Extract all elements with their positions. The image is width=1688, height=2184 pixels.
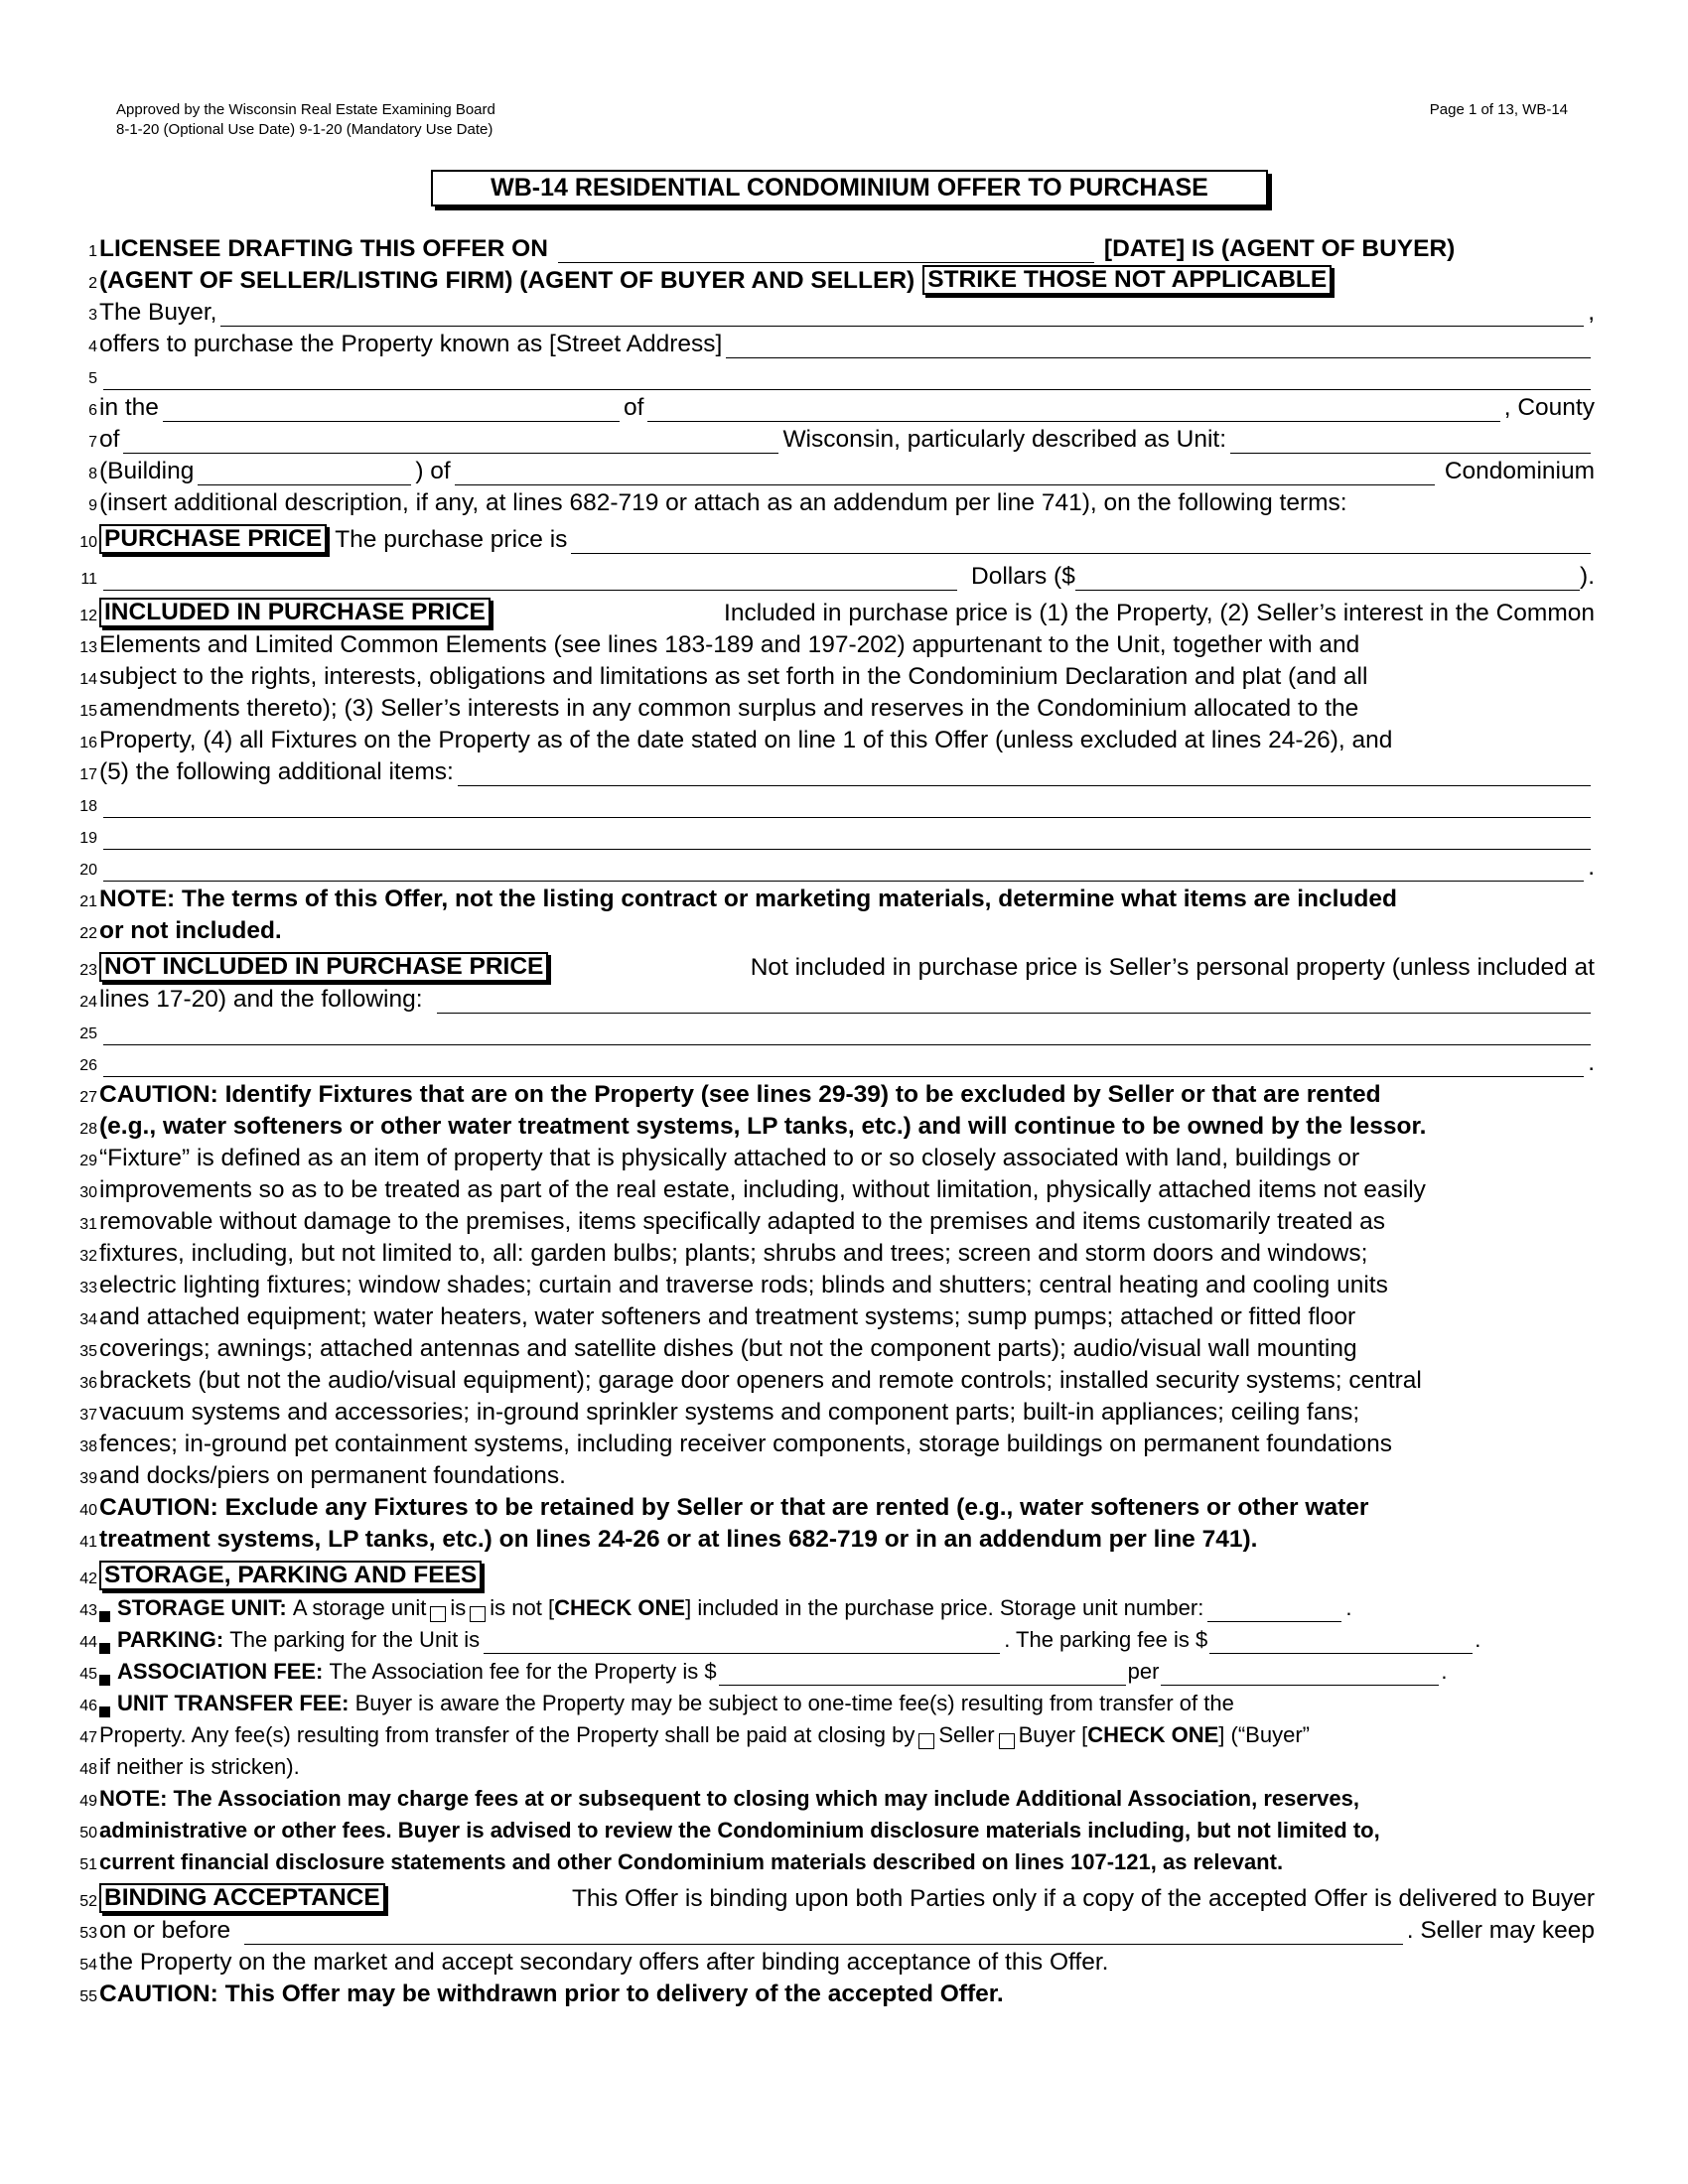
fixture-definition: removable without damage to the premises, items specifically adapted to the premises and items customarily treated as: [99, 1208, 1386, 1235]
line-number: 36: [79, 1375, 97, 1392]
unit-transfer-fee-label: UNIT TRANSFER FEE:: [117, 1691, 350, 1715]
line-number: 45: [79, 1666, 97, 1683]
storage-parking-fees-heading: STORAGE, PARKING AND FEES: [99, 1561, 482, 1590]
condominium-label: Condominium: [1444, 458, 1595, 484]
offer-form: [75, 231, 1595, 2008]
form-line: [75, 1654, 1595, 1686]
line-number: 46: [79, 1698, 97, 1714]
line-number: 51: [79, 1856, 97, 1873]
buyer-default-text: ] (“Buyer”: [1218, 1722, 1310, 1747]
form-line: [75, 1014, 1595, 1045]
form-line: [75, 913, 1595, 945]
line-number: 30: [79, 1184, 97, 1201]
form-line: [75, 1172, 1595, 1204]
form-line: [75, 754, 1595, 786]
form-line: [75, 517, 1595, 554]
form-line: [75, 1876, 1595, 1913]
purchase-price-heading: PURCHASE PRICE: [99, 524, 327, 554]
line-number: 1: [88, 243, 97, 260]
fixture-definition: vacuum systems and accessories; in-ground sprinkler systems and component parts; built-in appliances; ceiling fans;: [99, 1399, 1360, 1426]
buyer-option-label: Buyer [: [1018, 1722, 1088, 1747]
line-number: 3: [88, 307, 97, 324]
caution-text: (e.g., water softeners or other water treatment systems, LP tanks, etc.) and will continue to be owned by the lessor.: [99, 1113, 1427, 1140]
punct-period: .: [1475, 1627, 1481, 1652]
form-line: [75, 691, 1595, 723]
form-line: [75, 358, 1595, 390]
form-line: [75, 818, 1595, 850]
additional-items-field[interactable]: [458, 761, 1591, 786]
per-label: per: [1127, 1659, 1160, 1684]
parking-field[interactable]: [484, 1629, 1000, 1654]
form-line: [75, 1490, 1595, 1522]
form-line: [75, 1109, 1595, 1141]
line-number: 12: [79, 608, 97, 624]
form-line: [75, 1749, 1595, 1781]
parking-label: PARKING:: [117, 1627, 224, 1652]
line-number: 29: [79, 1153, 97, 1169]
form-line: [75, 1622, 1595, 1654]
form-line: [75, 485, 1595, 517]
line-number: 6: [88, 402, 97, 419]
form-line: [75, 1141, 1595, 1172]
form-line: [75, 1299, 1595, 1331]
line-number: 33: [79, 1280, 97, 1297]
line-number: 27: [79, 1089, 97, 1106]
association-fee-label: ASSOCIATION FEE:: [117, 1659, 324, 1684]
parking-fee-label: . The parking fee is $: [1004, 1627, 1208, 1652]
line-number: 8: [88, 466, 97, 482]
body-text: Elements and Limited Common Elements (see lines 183-189 and 197-202) appurtenant to the Unit, together with and: [99, 631, 1360, 658]
address-continued-field[interactable]: [103, 365, 1591, 390]
buyer-name-field[interactable]: [220, 302, 1584, 327]
seller-pays-checkbox[interactable]: [918, 1733, 934, 1749]
fixture-definition: electric lighting fixtures; window shades; curtain and traverse rods; blinds and shutters; central heating and cooling units: [99, 1272, 1388, 1298]
bullet-icon: [99, 1643, 110, 1654]
line-number: 52: [79, 1893, 97, 1910]
form-line: [75, 1945, 1595, 1977]
agent-of-buyer: [DATE] IS (AGENT OF BUYER): [1103, 235, 1456, 262]
additional-items-label: (5) the following additional items:: [99, 758, 454, 785]
form-line: [75, 982, 1595, 1014]
line-number: 20: [79, 862, 97, 879]
dollars-label: Dollars ($: [971, 563, 1075, 590]
in-the-label: in the: [99, 394, 159, 421]
included-heading: INCLUDED IN PURCHASE PRICE: [99, 598, 491, 627]
line-number: 21: [79, 893, 97, 910]
caution-text: CAUTION: Exclude any Fixtures to be retained by Seller or that are rented (e.g., water softeners or other water: [99, 1494, 1369, 1521]
form-line: [75, 1913, 1595, 1945]
form-line: [75, 1395, 1595, 1427]
line-number: 40: [79, 1502, 97, 1519]
form-line: [75, 454, 1595, 485]
caution-text: CAUTION: This Offer may be withdrawn prior to delivery of the accepted Offer.: [99, 1980, 1004, 2007]
fixture-definition: fixtures, including, but not limited to, all: garden bulbs; plants; shrubs and trees; screen and storm doors and windows;: [99, 1240, 1368, 1267]
transfer-fee-paid-text: Property. Any fee(s) resulting from transfer of the Property shall be paid at closing by: [99, 1722, 915, 1747]
line-number: 48: [79, 1761, 97, 1778]
additional-items-field[interactable]: [103, 825, 1591, 850]
line-number: 4: [88, 339, 97, 355]
body-text: amendments thereto); (3) Seller’s interests in any common surplus and reserves in the Condominium allocated to the: [99, 695, 1359, 722]
storage-is-label: is: [450, 1595, 467, 1620]
excluded-items-field[interactable]: [437, 989, 1591, 1014]
form-line: [75, 882, 1595, 913]
association-note: administrative or other fees. Buyer is advised to review the Condominium disclosure materials including, but not limited to,: [99, 1818, 1380, 1843]
line-number: 19: [79, 830, 97, 847]
offer-date-field[interactable]: [558, 238, 1094, 263]
line-number: 55: [79, 1988, 97, 2005]
secondary-offers-text: the Property on the market and accept secondary offers after binding acceptance of this Offer.: [99, 1949, 1109, 1976]
association-note: NOTE: The Association may charge fees at or subsequent to closing which may include Additional Association, reserves,: [99, 1786, 1359, 1811]
buyer-label: The Buyer,: [99, 299, 217, 326]
use-dates: 8-1-20 (Optional Use Date) 9-1-20 (Mandatory Use Date): [116, 121, 493, 138]
line-number: 53: [79, 1925, 97, 1942]
punct-period: .: [1441, 1659, 1448, 1684]
punct-period: .: [1345, 1595, 1352, 1620]
additional-description-text: (insert additional description, if any, at lines 682-719 or attach as an addendum per line 741), on the following terms:: [99, 489, 1347, 516]
bullet-icon: [99, 1675, 110, 1686]
page-number: Page 1 of 13, WB-14: [1429, 101, 1568, 118]
unit-transfer-fee-text: Buyer is aware the Property may be subject to one-time fee(s) resulting from transfer of the: [354, 1691, 1234, 1715]
form-line: [75, 1268, 1595, 1299]
form-line: [75, 1977, 1595, 2008]
excluded-items-field[interactable]: [103, 1021, 1591, 1045]
line-number: 25: [79, 1025, 97, 1042]
approval-text: Approved by the Wisconsin Real Estate Examining Board: [116, 101, 495, 118]
form-line: [75, 945, 1595, 982]
condominium-name-field[interactable]: [455, 461, 1435, 485]
check-one-label: CHECK ONE: [1087, 1722, 1219, 1747]
line-number: 26: [79, 1057, 97, 1074]
not-included-text: Not included in purchase price is Seller’s personal property (unless included at: [750, 954, 1595, 981]
fixture-definition: and attached equipment; water heaters, water softeners and treatment systems; sump pumps; attached or fitted floor: [99, 1303, 1356, 1330]
street-address-label: offers to purchase the Property known as [Street Address]: [99, 331, 723, 357]
body-text: Property, (4) all Fixtures on the Property as of the date stated on line 1 of this Offer (unless excluded at lines 24-26), and: [99, 727, 1393, 753]
line-number: 7: [88, 434, 97, 451]
line-number: 47: [79, 1729, 97, 1746]
form-line: [75, 627, 1595, 659]
strike-notice: STRIKE THOSE NOT APPLICABLE: [922, 265, 1332, 295]
line-number: 42: [79, 1570, 97, 1587]
form-line: [75, 1077, 1595, 1109]
excluded-items-field[interactable]: [103, 1052, 1584, 1077]
association-fee-field[interactable]: [719, 1661, 1126, 1686]
line-number: 49: [79, 1793, 97, 1810]
storage-is-checkbox[interactable]: [430, 1606, 446, 1622]
form-title: WB-14 RESIDENTIAL CONDOMINIUM OFFER TO PURCHASE: [431, 170, 1268, 206]
line-number: 16: [79, 735, 97, 751]
additional-items-field[interactable]: [103, 793, 1591, 818]
line-number: 24: [79, 994, 97, 1011]
line-number: 5: [88, 370, 97, 387]
line-number: 17: [79, 766, 97, 783]
caution-text: CAUTION: Identify Fixtures that are on the Property (see lines 29-39) to be excluded by Seller or that are rented: [99, 1081, 1381, 1108]
form-line: [75, 390, 1595, 422]
form-line: [75, 1204, 1595, 1236]
form-line: [75, 786, 1595, 818]
line-number: 23: [79, 962, 97, 979]
line-number: 9: [88, 497, 97, 514]
purchase-price-words-field[interactable]: [571, 529, 1591, 554]
form-line: [75, 422, 1595, 454]
line-number: 54: [79, 1957, 97, 1974]
line-number: 34: [79, 1311, 97, 1328]
municipality-field[interactable]: [647, 397, 1499, 422]
check-one-label: CHECK ONE: [554, 1595, 686, 1620]
storage-unit-number-field[interactable]: [1207, 1597, 1341, 1622]
punct-comma: ,: [1588, 299, 1595, 326]
building-field[interactable]: [198, 461, 411, 485]
unit-description-label: Wisconsin, particularly described as Unit:: [782, 426, 1227, 453]
form-line: [75, 850, 1595, 882]
bullet-icon: [99, 1611, 110, 1622]
form-line: [75, 263, 1595, 295]
binding-acceptance-text: This Offer is binding upon both Parties only if a copy of the accepted Offer is delivered to Buyer: [571, 1885, 1595, 1912]
building-label: (Building: [99, 458, 195, 484]
fixture-definition: improvements so as to be treated as part of the real estate, including, without limitation, physically attached items not easily: [99, 1176, 1426, 1203]
dollars-close: ).: [1580, 563, 1595, 590]
form-line: [75, 1590, 1595, 1622]
bullet-icon: [99, 1706, 110, 1717]
acceptance-deadline-field[interactable]: [244, 1920, 1403, 1945]
line-number: 44: [79, 1634, 97, 1651]
of-label: of: [99, 426, 120, 453]
line-number: 11: [80, 571, 97, 588]
line-number: 38: [79, 1438, 97, 1455]
line-number: 22: [79, 925, 97, 942]
note-text: or not included.: [99, 917, 282, 944]
form-line: [75, 295, 1595, 327]
form-line: [75, 1045, 1595, 1077]
punct-period: .: [1588, 854, 1595, 881]
purchase-price-words-continued[interactable]: [103, 566, 957, 591]
neither-stricken-text: if neither is stricken).: [99, 1754, 300, 1779]
form-line: [75, 1781, 1595, 1813]
association-note: current financial disclosure statements and other Condominium materials described on lines 107-121, as relevant.: [99, 1849, 1284, 1874]
form-line: [75, 1363, 1595, 1395]
fixture-definition: “Fixture” is defined as an item of property that is physically attached to or so closely associated with land, buildings or: [99, 1145, 1360, 1171]
storage-is-not-checkbox[interactable]: [470, 1606, 486, 1622]
not-included-heading: NOT INCLUDED IN PURCHASE PRICE: [99, 952, 548, 982]
association-fee-period-field[interactable]: [1161, 1661, 1439, 1686]
line-number: 39: [79, 1470, 97, 1487]
parking-text: The parking for the Unit is: [229, 1627, 481, 1652]
note-text: NOTE: The terms of this Offer, not the listing contract or marketing materials, determine what items are included: [99, 886, 1397, 912]
of-label: of: [623, 394, 644, 421]
form-line: [75, 591, 1595, 627]
fixture-definition: brackets (but not the audio/visual equipment); garage door openers and remote controls; installed security systems; central: [99, 1367, 1422, 1394]
of-label: ) of: [415, 458, 451, 484]
line-number: 10: [79, 534, 97, 551]
form-line: [75, 1522, 1595, 1554]
form-line: [75, 231, 1595, 263]
line-number: 37: [79, 1407, 97, 1424]
line-number: 18: [79, 798, 97, 815]
purchase-price-amount-field[interactable]: [1075, 566, 1580, 591]
unit-field[interactable]: [1230, 429, 1591, 454]
purchase-price-label: The purchase price is: [335, 526, 568, 553]
binding-acceptance-heading: BINDING ACCEPTANCE: [99, 1883, 385, 1913]
storage-is-not-label: is not [: [490, 1595, 555, 1620]
punct-period: .: [1588, 1049, 1595, 1076]
line-number: 31: [79, 1216, 97, 1233]
licensee-label: LICENSEE DRAFTING THIS OFFER ON: [99, 235, 548, 262]
fixture-definition: and docks/piers on permanent foundations.: [99, 1462, 566, 1489]
form-line: [75, 554, 1595, 591]
line-number: 50: [79, 1825, 97, 1842]
parking-fee-field[interactable]: [1209, 1629, 1473, 1654]
line-number: 41: [79, 1534, 97, 1551]
line-number: 35: [79, 1343, 97, 1360]
street-address-field[interactable]: [726, 334, 1591, 358]
form-line: [75, 1554, 1595, 1590]
form-line: [75, 1717, 1595, 1749]
form-line: [75, 723, 1595, 754]
fixture-definition: fences; in-ground pet containment systems, including receiver components, storage buildings on permanent foundations: [99, 1431, 1392, 1457]
association-fee-text: The Association fee for the Property is $: [329, 1659, 717, 1684]
line-number: 28: [79, 1121, 97, 1138]
form-line: [75, 1686, 1595, 1717]
form-line: [75, 659, 1595, 691]
line-number: 43: [79, 1602, 97, 1619]
line-number: 32: [79, 1248, 97, 1265]
fixture-definition: coverings; awnings; attached antennas and satellite dishes (but not the component parts); audio/visual wall mounting: [99, 1335, 1357, 1362]
buyer-pays-checkbox[interactable]: [999, 1733, 1015, 1749]
approval-header: [116, 100, 495, 140]
form-line: [75, 1236, 1595, 1268]
deadline-label: on or before: [99, 1917, 231, 1944]
municipality-type-field[interactable]: [163, 397, 620, 422]
storage-unit-label: STORAGE UNIT:: [117, 1595, 287, 1620]
excluded-items-label: lines 17-20) and the following:: [99, 986, 423, 1013]
seller-option-label: Seller: [938, 1722, 995, 1747]
caution-text: treatment systems, LP tanks, etc.) on lines 24-26 or at lines 682-719 or in an addendum per line 741).: [99, 1526, 1258, 1553]
form-line: [75, 1813, 1595, 1844]
form-line: [75, 1458, 1595, 1490]
county-label: , County: [1503, 394, 1595, 421]
form-line: [75, 1427, 1595, 1458]
agency-options: (AGENT OF SELLER/LISTING FIRM) (AGENT OF BUYER AND SELLER): [99, 267, 915, 294]
seller-may-keep-text: . Seller may keep: [1406, 1917, 1595, 1944]
line-number: 14: [79, 671, 97, 688]
county-field[interactable]: [123, 429, 778, 454]
storage-unit-text: A storage unit: [292, 1595, 427, 1620]
body-text: subject to the rights, interests, obligations and limitations as set forth in the Condominium Declaration and plat (and all: [99, 663, 1368, 690]
line-number: 13: [79, 639, 97, 656]
form-line: [75, 327, 1595, 358]
line-number: 2: [88, 275, 97, 292]
form-line: [75, 1331, 1595, 1363]
line-number: 15: [79, 703, 97, 720]
form-line: [75, 1844, 1595, 1876]
additional-items-field[interactable]: [103, 857, 1584, 882]
included-text: Included in purchase price is (1) the Property, (2) Seller’s interest in the Common: [724, 600, 1595, 626]
storage-unit-number-label: ] included in the purchase price. Storage unit number:: [685, 1595, 1204, 1620]
